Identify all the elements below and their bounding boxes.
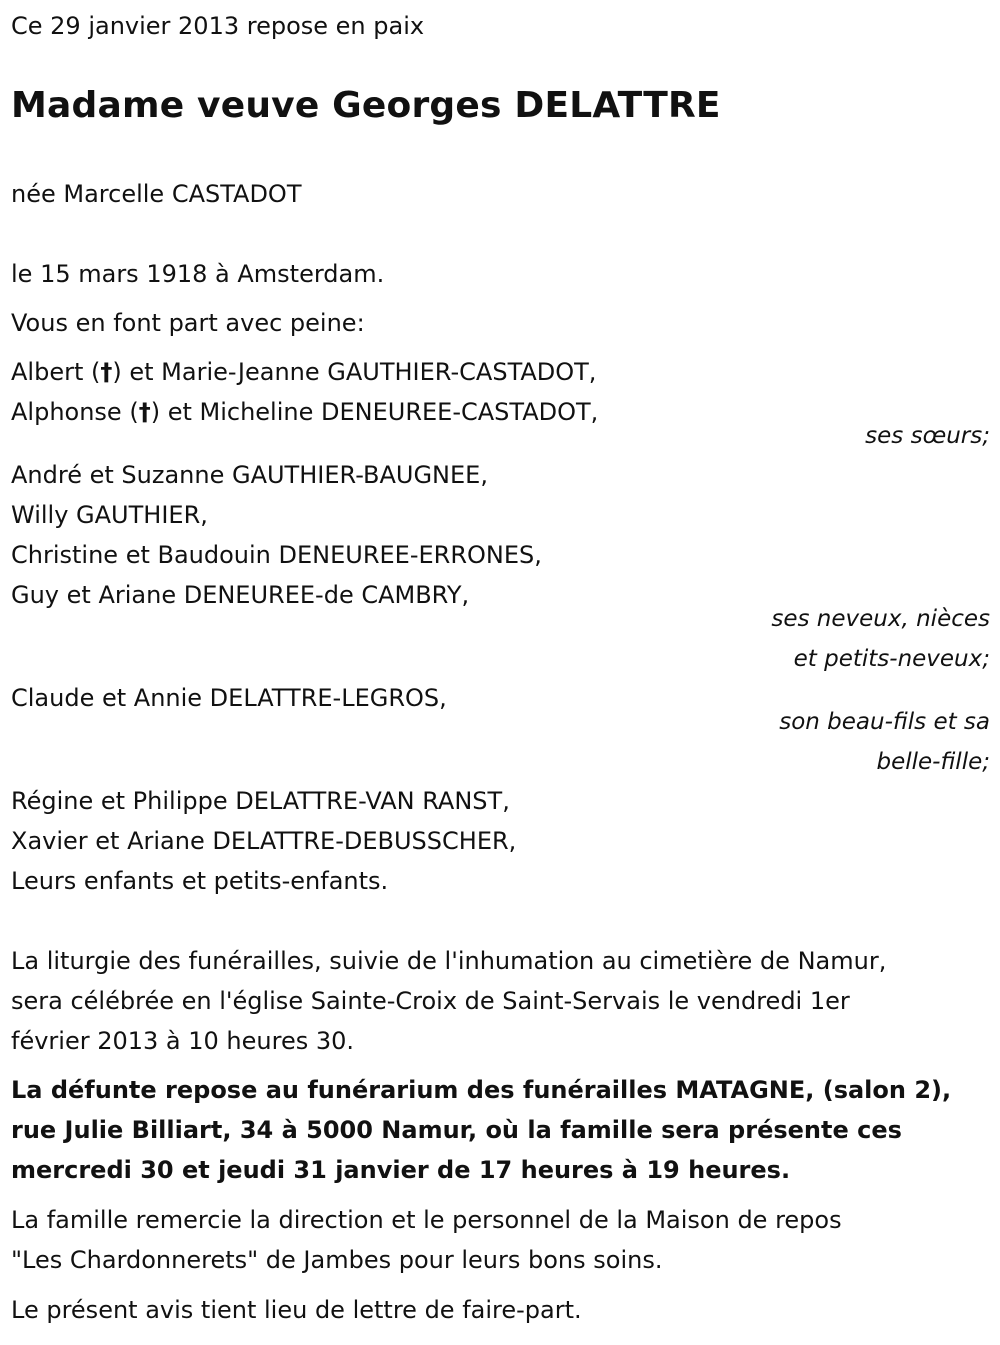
family-member: Christine et Baudouin DENEUREE-ERRONES, — [11, 541, 542, 569]
visitation-paragraph: La défunte repose au funérarium des funérailles MATAGNE, (salon 2), rue Julie Billiart, 34 à 5000 Namur, où la famille sera présente ces mercredi 30 et jeudi 31 janvier de 17 heures à 19 heures. — [11, 1076, 952, 1184]
relation-label: son beau-fils et sa belle-fille; — [779, 709, 990, 775]
family-member: Leurs enfants et petits-enfants. — [11, 867, 389, 895]
liturgy-paragraph: La liturgie des funérailles, suivie de l'inhumation au cimetière de Namur, sera célébrée en l'église Sainte-Croix de Saint-Servais le vendredi 1er février 2013 à 10 heures 30. — [11, 947, 887, 1055]
family-member: Guy et Ariane DENEUREE-de CAMBRY, — [11, 581, 470, 609]
family-member: Régine et Philippe DELATTRE-VAN RANST, — [11, 787, 510, 815]
date-line: Ce 29 janvier 2013 repose en paix — [11, 12, 425, 40]
family-member: Claude et Annie DELATTRE-LEGROS, — [11, 684, 447, 712]
family-member: André et Suzanne GAUTHIER-BAUGNEE, — [11, 461, 488, 489]
deceased-name: Madame veuve Georges DELATTRE — [11, 85, 721, 126]
family-member: Albert (†) et Marie-Jeanne GAUTHIER-CASTADOT, — [11, 358, 597, 386]
birth-line: le 15 mars 1918 à Amsterdam. — [11, 260, 385, 288]
family-member: Willy GAUTHIER, — [11, 501, 208, 529]
cross-icon: † — [138, 398, 151, 426]
relation-label: ses neveux, nièces et petits-neveux; — [771, 606, 990, 672]
family-member: Xavier et Ariane DELATTRE-DEBUSSCHER, — [11, 827, 517, 855]
maiden-name: née Marcelle CASTADOT — [11, 180, 302, 208]
closing-line: Le présent avis tient lieu de lettre de faire-part. — [11, 1296, 582, 1324]
relation-label: ses sœurs; — [865, 423, 990, 449]
cross-icon: † — [100, 358, 113, 386]
thanks-paragraph: La famille remercie la direction et le personnel de la Maison de repos "Les Chardonnerets" de Jambes pour leurs bons soins. — [11, 1206, 842, 1274]
family-member: Alphonse (†) et Micheline DENEUREE-CASTADOT, — [11, 398, 599, 426]
intro-line: Vous en font part avec peine: — [11, 309, 365, 337]
